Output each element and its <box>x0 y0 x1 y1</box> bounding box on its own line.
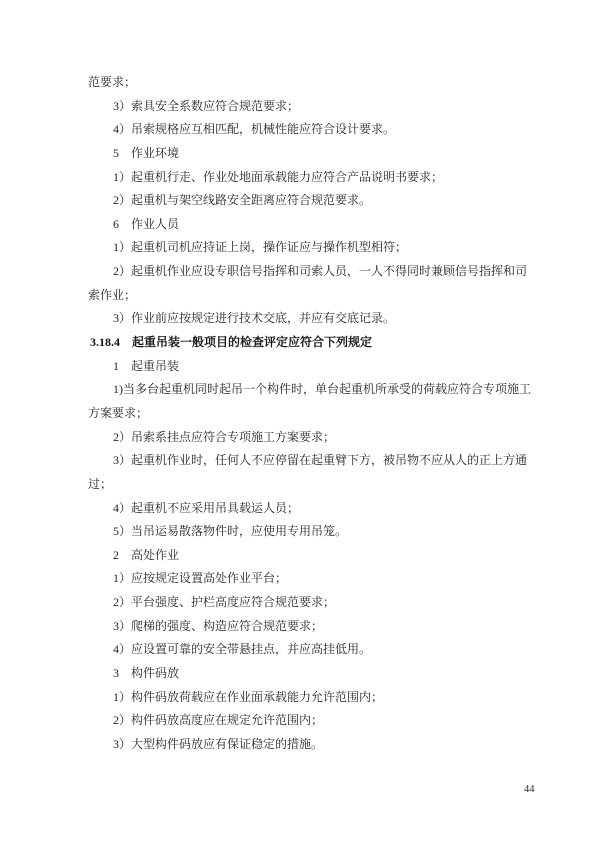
doc-line: 索作业； <box>88 287 137 302</box>
doc-line: 2）起重机作业应设专职信号指挥和司索人员，一人不得同时兼顾信号指挥和司 <box>113 264 528 279</box>
doc-line: 3）索具安全系数应符合规范要求； <box>113 98 300 113</box>
doc-line: 3）作业前应按规定进行技术交底，并应有交底记录。 <box>113 311 396 326</box>
doc-line: 4）吊索规格应互相匹配，机械性能应符合设计要求。 <box>113 122 396 137</box>
doc-line: 2）起重机与架空线路安全距离应符合规范要求。 <box>113 193 372 208</box>
doc-line: 2）构件码放高度应在规定允许范围内； <box>113 713 324 728</box>
doc-line: 2）吊索系挂点应符合专项施工方案要求； <box>113 429 336 444</box>
doc-line: 4）起重机不应采用吊具载运人员； <box>113 500 300 515</box>
page-number: 44 <box>524 784 535 795</box>
doc-section-heading: 3.18.4 起重吊装一般项目的检查评定应符合下列规定 <box>90 335 373 350</box>
doc-line: 1)当多台起重机同时起吊一个构件时，单台起重机所承受的荷载应符合专项施工 <box>113 382 531 397</box>
doc-subheading: 6 作业人员 <box>113 216 180 231</box>
doc-line: 方案要求； <box>88 405 149 420</box>
doc-line: 1）起重机司机应持证上岗，操作证应与操作机型相符； <box>113 240 408 255</box>
doc-line: 1）起重机行走、作业处地面承载能力应符合产品说明书要求； <box>113 169 444 184</box>
doc-line: 3）爬梯的强度、构造应符合规范要求； <box>113 618 324 633</box>
doc-line: 过； <box>88 476 113 491</box>
doc-subheading: 1 起重吊装 <box>113 358 180 373</box>
doc-line: 3）大型构件码放应有保证稳定的措施。 <box>113 736 324 751</box>
doc-subheading: 3 构件码放 <box>113 666 180 681</box>
doc-line: 1）构件码放荷载应在作业面承载能力允许范围内； <box>113 689 384 704</box>
doc-subheading: 2 高处作业 <box>113 547 180 562</box>
doc-line: 4）应设置可靠的安全带悬挂点，并应高挂低用。 <box>113 642 372 657</box>
doc-line: 1）应按规定设置高处作业平台； <box>113 571 288 586</box>
doc-line: 3）起重机作业时，任何人不应停留在起重臂下方，被吊物不应从人的正上方通 <box>113 453 528 468</box>
doc-line: 范要求； <box>88 75 137 89</box>
doc-subheading: 5 作业环境 <box>113 145 180 160</box>
page-content <box>88 71 548 757</box>
doc-line: 2）平台强度、护栏高度应符合规范要求； <box>113 595 336 610</box>
doc-line: 5）当吊运易散落物件时，应使用专用吊笼。 <box>113 524 348 539</box>
